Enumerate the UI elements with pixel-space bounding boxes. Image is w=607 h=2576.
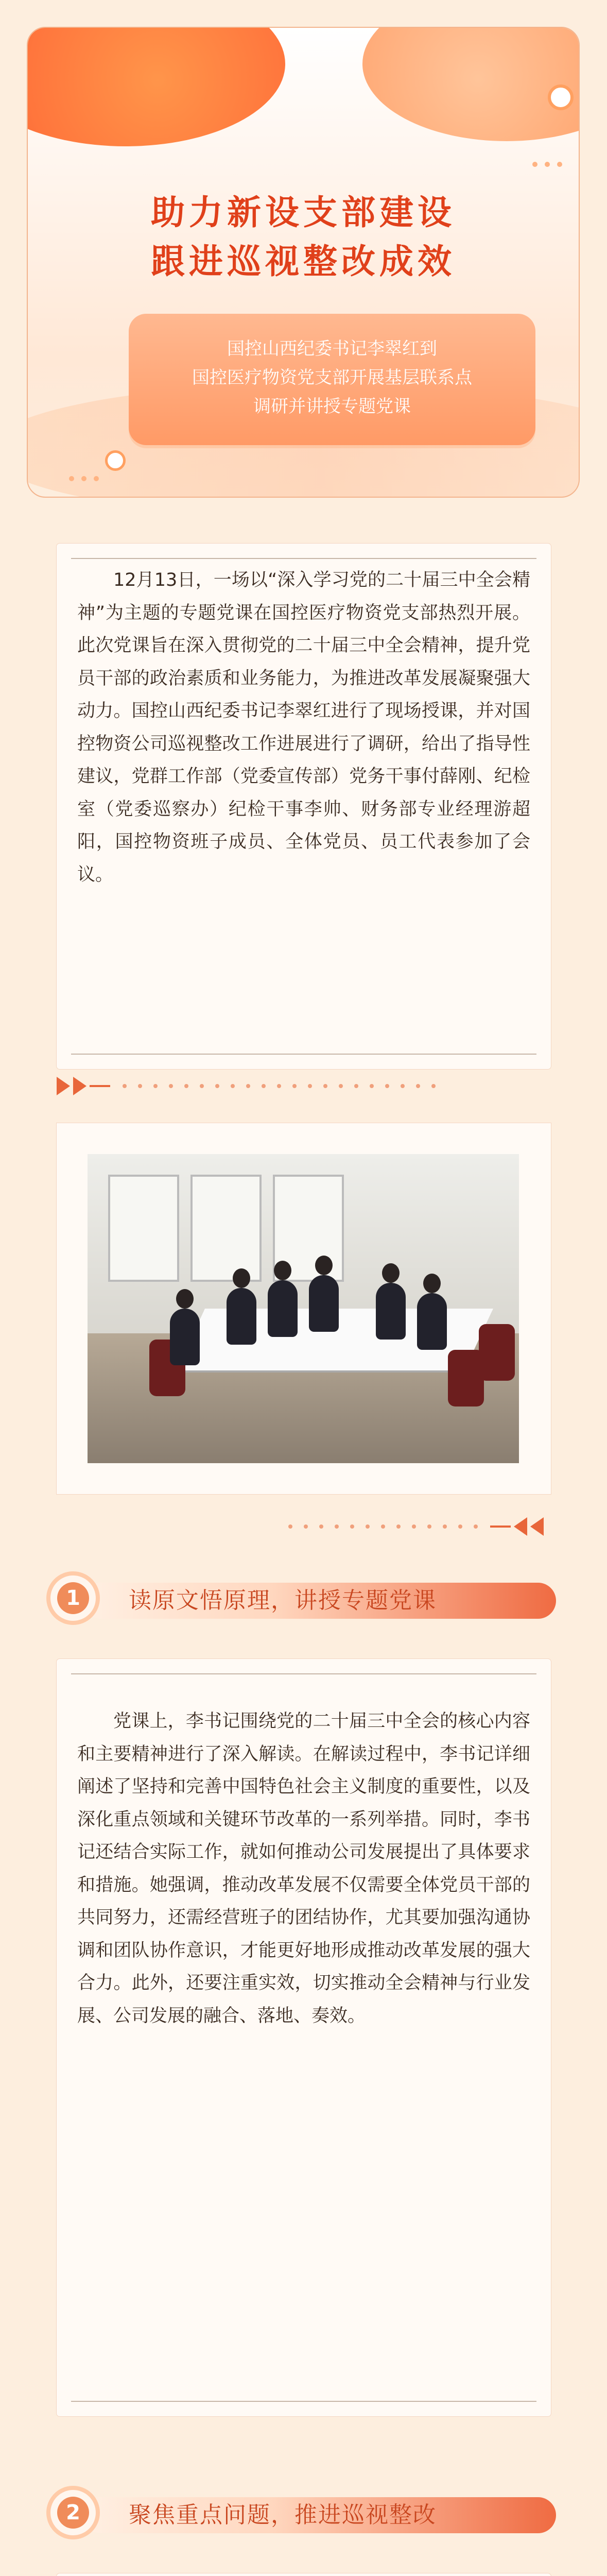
chevron-right-icon (57, 1077, 70, 1095)
page-title-line2: 跟进巡视整改成效 (151, 242, 456, 281)
subtitle-line: 国控医疗物资党支部开展基层联系点 (192, 367, 472, 388)
chevron-right-icon (73, 1077, 86, 1095)
divider-line (490, 1526, 511, 1528)
chevron-left-icon (514, 1517, 527, 1536)
section-title: 读原文悟原理，讲授专题党课 (129, 1587, 437, 1614)
intro-card (57, 544, 551, 1069)
decorative-wave (362, 27, 580, 141)
section-title: 聚焦重点问题，推进巡视整改 (129, 2502, 437, 2528)
divider-dots (288, 1524, 478, 1529)
section-number-badge: 1 (46, 1571, 100, 1625)
meeting-photo-icon (88, 1154, 519, 1463)
photo-card (57, 1123, 551, 1494)
section-heading-2 (46, 2486, 556, 2543)
header-banner (27, 27, 580, 498)
intro-paragraph: 12月13日，一场以“深入学习党的二十届三中全会精神”为主题的专题党课在国控医疗物资党支部热烈开展。此次党课旨在深入贯彻党的二十届三中全会精神，提升党员干部的政治素质和业务能力，为推进改革发展凝聚强大动力。国控山西纪委书记李翠红进行了现场授课，并对国控物资公司巡视整改工作进展进行了调研，给出了指导性建议，党群工作部（党委宣传部）党务干事付薛刚、纪检室（党委巡察办）纪检干事李帅、财务部专业经理游超阳，国控物资班子成员、全体党员、员工代表参加了会议。 (77, 570, 530, 885)
decorative-ring-icon (548, 84, 574, 110)
decorative-dots (532, 162, 562, 167)
section-2-card (57, 2573, 551, 2576)
chevron-left-icon (530, 1517, 544, 1536)
divider-dots (123, 1084, 436, 1088)
chevron-divider (288, 1517, 544, 1536)
subtitle-box (129, 314, 535, 445)
decorative-wave (27, 27, 285, 146)
subtitle-line: 调研并讲授专题党课 (253, 396, 411, 417)
subtitle-line: 国控山西纪委书记李翠红到 (227, 338, 437, 359)
decorative-dots (69, 476, 99, 481)
chevron-divider (57, 1077, 436, 1095)
section-number-badge: 2 (46, 2486, 100, 2539)
section-heading-1 (46, 1571, 556, 1628)
section-1-paragraph: 党课上，李书记围绕党的二十届三中全会的核心内容和主要精神进行了深入解读。在解读过程中，李书记详细阐述了坚持和完善中国特色社会主义制度的重要性，以及深化重点领域和关键环节改革的一系列举措。同时，李书记还结合实际工作，就如何推动公司发展提出了具体要求和措施。她强调，推动改革发展不仅需要全体党员干部的共同努力，还需经营班子的团结协作，尤其要加强沟通协调和团队协作意识，才能更好地形成推动改革发展的强大合力。此外，还要注重实效，切实推动全会精神与行业发展、公司发展的融合、落地、奏效。 (77, 1711, 530, 2026)
page-title-line1: 助力新设支部建设 (151, 193, 456, 232)
section-1-card (57, 1659, 551, 2416)
decorative-ring-icon (105, 450, 126, 471)
divider-line (90, 1085, 110, 1087)
